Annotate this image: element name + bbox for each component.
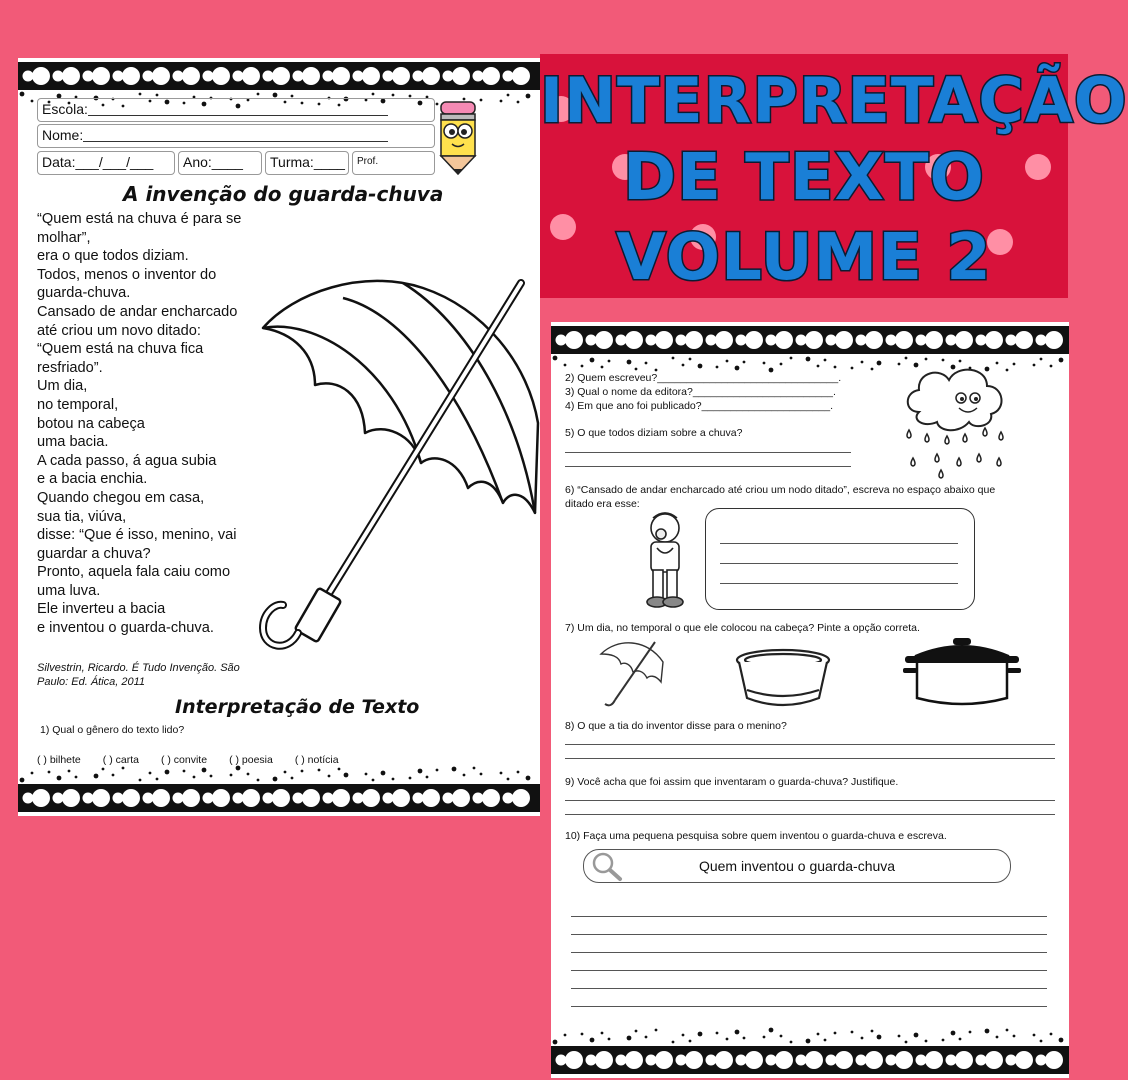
answer-line[interactable]: [571, 988, 1047, 989]
genre-option[interactable]: ( ) convite: [160, 754, 208, 766]
answer-line[interactable]: [565, 744, 1055, 745]
poem-line: e a bacia enchia.: [37, 471, 148, 488]
poem-line: disse: “Que é isso, menino, vai: [37, 527, 237, 544]
poem-line: molhar”,: [37, 229, 91, 246]
answer-line[interactable]: [720, 563, 958, 564]
rain-cloud-icon: [899, 362, 1011, 482]
poem-title: A invenção do guarda-chuva: [123, 182, 444, 206]
school-label: Escola:: [42, 101, 88, 117]
poem-text: [37, 210, 287, 638]
question-9: 9) Você acha que foi assim que inventaram o guarda-chuva? Justifique.: [565, 776, 899, 788]
pencil-mascot-icon: [436, 98, 480, 178]
class-label: Turma:____: [270, 154, 345, 170]
basin-option-icon[interactable]: [733, 648, 833, 710]
title-banner: [540, 54, 1128, 298]
genre-option[interactable]: ( ) notícia: [294, 754, 339, 766]
poem-line: era o que todos diziam.: [37, 248, 189, 265]
poem-line: Todos, menos o inventor do: [37, 266, 217, 283]
question-2: 2) Quem escreveu?_______________________________.: [565, 372, 842, 384]
question-6-line1: 6) “Cansado de andar encharcado até criou um nodo ditado”, escreva no espaço abaixo que: [565, 484, 996, 496]
poem-line: e inventou o guarda-chuva.: [37, 620, 214, 637]
poem-line: A cada passo, á agua subia: [37, 452, 217, 469]
umbrella-illustration: [253, 273, 543, 653]
question-5: 5) O que todos diziam sobre a chuva?: [565, 427, 743, 439]
poem-line: Quando chegou em casa,: [37, 489, 205, 506]
poem-line: uma bacia.: [37, 434, 109, 451]
banner-title-line2: DE TEXTO: [623, 141, 985, 215]
poem-line: “Quem está na chuva fica: [37, 341, 204, 358]
class-field[interactable]: [265, 151, 349, 175]
saying-answer-box[interactable]: [705, 508, 975, 610]
poem-line: guarda-chuva.: [37, 285, 131, 302]
poem-line: uma luva.: [37, 582, 101, 599]
citation-line: Paulo: Ed. Ática, 2011: [37, 676, 146, 688]
cooking-pot-option-icon[interactable]: [901, 634, 1023, 710]
worksheet-page-2: [551, 322, 1069, 1078]
name-label: Nome:: [42, 127, 84, 143]
genre-option[interactable]: ( ) poesia: [229, 754, 273, 766]
answer-line[interactable]: [565, 758, 1055, 759]
answer-line[interactable]: [571, 916, 1047, 917]
answer-line[interactable]: [571, 952, 1047, 953]
year-label: Ano:____: [183, 154, 243, 170]
poem-line: Pronto, aquela fala caiu como: [37, 564, 231, 581]
poem-line: sua tia, viúva,: [37, 508, 127, 525]
answer-line[interactable]: [565, 814, 1055, 815]
answer-line[interactable]: [565, 466, 851, 467]
answer-line[interactable]: [571, 934, 1047, 935]
date-label: Data:___/___/___: [42, 154, 154, 170]
question-7: 7) Um dia, no temporal o que ele colocou na cabeça? Pinte a opção correta.: [565, 622, 920, 634]
answer-line[interactable]: [565, 452, 851, 453]
poem-line: no temporal,: [37, 396, 119, 413]
answer-line[interactable]: [720, 583, 958, 584]
search-text: Quem inventou o guarda-chuva: [698, 858, 896, 874]
teacher-field[interactable]: [352, 151, 435, 175]
genre-option[interactable]: ( ) bilhete: [37, 754, 81, 766]
question-4: 4) Em que ano foi publicado?______________________.: [565, 400, 833, 412]
genre-options[interactable]: [37, 754, 339, 766]
date-field[interactable]: [37, 151, 175, 175]
question-1: 1) Qual o gênero do texto lido?: [40, 724, 185, 736]
answer-line[interactable]: [720, 543, 958, 544]
section-title: Interpretação de Texto: [175, 696, 420, 718]
poem-line: resfriado”.: [37, 359, 103, 376]
poem-line: Ele inverteu a bacia: [37, 601, 166, 618]
poem-line: Cansado de andar encharcado: [37, 303, 238, 320]
teacher-label: Prof.: [357, 156, 379, 167]
poem-line: até criou um novo ditado:: [37, 322, 201, 339]
answer-line[interactable]: [565, 800, 1055, 801]
question-3: 3) Qual o nome da editora?________________________.: [565, 386, 836, 398]
year-field[interactable]: [178, 151, 262, 175]
banner-title-line3: VOLUME 2: [616, 221, 992, 295]
decorative-circle-border-bottom: [551, 1028, 1069, 1078]
citation-line: Silvestrin, Ricardo. É Tudo Invenção. São: [37, 662, 240, 674]
poem-line: guardar a chuva?: [37, 545, 151, 562]
search-bar[interactable]: [583, 849, 1011, 883]
poem-line: botou na cabeça: [37, 415, 145, 432]
sneezing-child-illustration: [635, 508, 695, 612]
question-10: 10) Faça uma pequena pesquisa sobre quem inventou o guarda-chuva e escreva.: [565, 830, 947, 842]
poem-line: “Quem está na chuva é para se: [37, 211, 242, 227]
question-8: 8) O que a tia do inventor disse para o menino?: [565, 720, 787, 732]
school-field[interactable]: [37, 98, 435, 122]
umbrella-option-icon[interactable]: [597, 638, 667, 710]
worksheet-page-1: [18, 58, 540, 816]
citation: [37, 661, 240, 689]
banner-title-line1: INTERPRETAÇÃO: [540, 64, 1128, 137]
name-field[interactable]: [37, 124, 435, 148]
decorative-circle-border-bottom: [18, 766, 540, 816]
poem-line: Um dia,: [37, 378, 88, 395]
answer-line[interactable]: [571, 1006, 1047, 1007]
answer-line[interactable]: [571, 970, 1047, 971]
genre-option[interactable]: ( ) carta: [102, 754, 139, 766]
question-6-line2: ditado era esse:: [565, 498, 640, 510]
